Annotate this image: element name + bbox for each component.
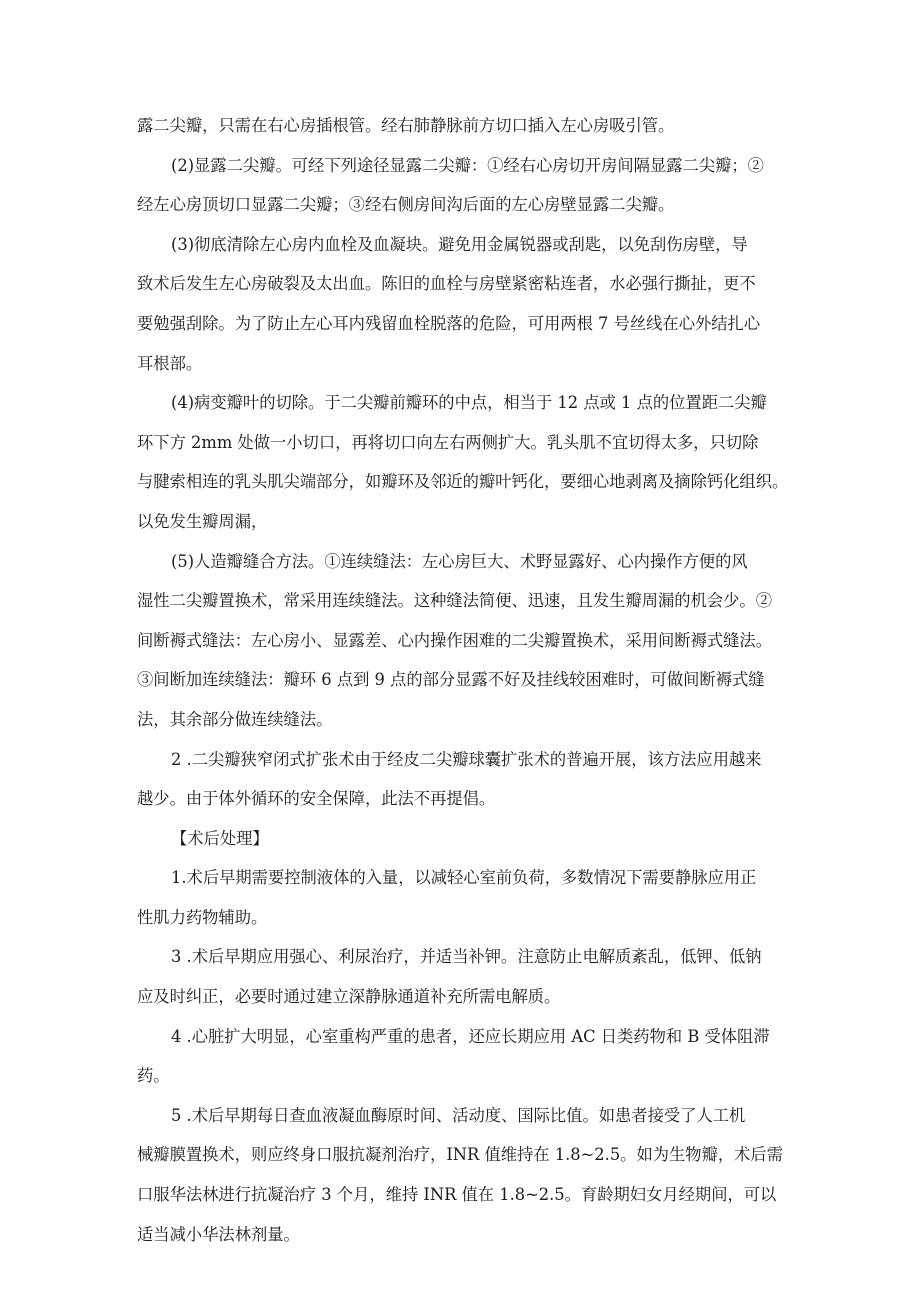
- text-line: 适当减小华法林剂量。: [137, 1224, 300, 1244]
- text-line: (5)人造瓣缝合方法。①连续缝法：左心房巨大、术野显露好、心内操作方便的风: [171, 551, 748, 571]
- document-page: [137, 106, 789, 1254]
- paragraph-p6: [137, 819, 789, 859]
- text-line: 3 .术后早期应用强心、利尿治疗，并适当补钾。注意防止电解质紊乱，低钾、低钠: [171, 947, 762, 967]
- text-line: 经左心房顶切口显露二尖瓣；③经右侧房间沟后面的左心房壁显露二尖瓣。: [137, 195, 675, 215]
- paragraph-p2: [137, 225, 789, 383]
- text-line: 法，其余部分做连续缝法。: [137, 709, 333, 729]
- text-line: 以免发生瓣周漏，: [137, 511, 268, 531]
- text-line: 与腱索相连的乳头肌尖端部分，如瓣环及邻近的瓣叶钙化，要细心地剥离及摘除钙化组织。: [137, 472, 789, 492]
- text-line: 越少。由于体外循环的安全保障，此法不再提倡。: [137, 789, 496, 809]
- text-line: 【术后处理】: [171, 828, 269, 848]
- text-line: 2 .二尖瓣狭窄闭式扩张术由于经皮二尖瓣球囊扩张术的普遍开展，该方法应用越来: [171, 749, 762, 769]
- text-line: 间断褥式缝法：左心房小、显露差、心内操作困难的二尖瓣置换术，采用间断褥式缝法。: [137, 630, 772, 650]
- text-line: 1.术后早期需要控制液体的入量，以减轻心室前负荷，多数情况下需要静脉应用正: [171, 868, 757, 888]
- paragraph-p8: [137, 937, 789, 1016]
- paragraph-p10: [137, 1096, 789, 1254]
- text-line: 应及时纠正，必要时通过建立深静脉通道补充所需电解质。: [137, 987, 561, 1007]
- text-line: 耳根部。: [137, 353, 203, 373]
- text-line: ③间断加连续缝法：瓣环 6 点到 9 点的部分显露不好及挂线较困难时，可做间断褥式缝: [137, 670, 765, 690]
- text-line: 性肌力药物辅助。: [137, 907, 268, 927]
- paragraph-p4: [137, 542, 789, 740]
- text-line: 4 .心脏扩大明显，心室重构严重的患者，还应长期应用 AC 日类药物和 B 受体阻滞: [171, 1026, 770, 1046]
- paragraph-p9: [137, 1017, 789, 1096]
- text-line: (4)病变瓣叶的切除。于二尖瓣前瓣环的中点，相当于 12 点或 1 点的位置距二尖瓣: [171, 393, 767, 413]
- text-line: (3)彻底清除左心房内血栓及血凝块。避免用金属锐器或刮匙，以免刮伤房壁，导: [171, 234, 748, 254]
- text-line: 要勉强刮除。为了防止左心耳内残留血栓脱落的危险，可用两根 7 号丝线在心外结扎心: [137, 313, 761, 333]
- paragraph-p3: [137, 383, 789, 541]
- text-line: 械瓣膜置换术，则应终身口服抗凝剂治疗，INR 值维持在 1.8~2.5。如为生物瓣，术后需: [137, 1145, 783, 1165]
- text-line: 致术后发生左心房破裂及太出血。陈旧的血栓与房壁紧密粘连者，水必强行撕扯，更不: [137, 274, 756, 294]
- paragraph-p1: [137, 146, 789, 225]
- text-line: 药。: [137, 1066, 170, 1086]
- paragraph-p0: [137, 106, 789, 146]
- text-line: 口服华法林进行抗凝治疗 3 个月，维持 INR 值在 1.8~2.5。育龄期妇女月经期间，可以: [137, 1185, 777, 1205]
- text-line: (2)显露二尖瓣。可经下列途径显露二尖瓣：①经右心房切开房间隔显露二尖瓣；②: [171, 155, 764, 175]
- text-line: 环下方 2mm 处做一小切口，再将切口向左右两侧扩大。乳头肌不宜切得太多，只切除: [137, 432, 759, 452]
- text-line: 5 .术后早期每日查血液凝血酶原时间、活动度、国际比值。如患者接受了人工机: [171, 1105, 746, 1125]
- paragraph-p7: [137, 858, 789, 937]
- text-line: 露二尖瓣，只需在右心房插根管。经右肺静脉前方切口插入左心房吸引管。: [137, 116, 675, 135]
- paragraph-p5: [137, 740, 789, 819]
- text-line: 湿性二尖瓣置换术，常采用连续缝法。这种缝法简便、迅速，且发生瓣周漏的机会少。②: [137, 591, 772, 611]
